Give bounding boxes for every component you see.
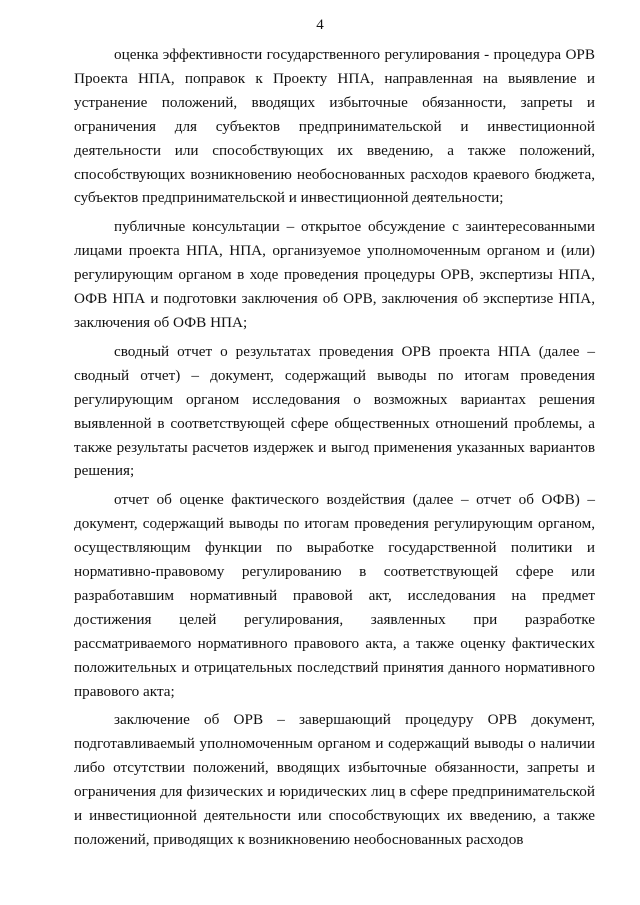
document-body bbox=[74, 43, 595, 852]
paragraph-orv-conclusion: заключение об ОРВ – завершающий процедуру ОРВ документ, подготавливаемый уполномоченным органом и содержащий выводы о наличии либо отсутствии положений, вводящих избыточные обязанности, запреты и ограничения для физических и юридических лиц в сфере предпринимательской и инвестиционной деятельности или способствующих их введению, а также положений, приводящих к возникновению необоснованных расходов bbox=[74, 711, 595, 848]
paragraph-regulation-assessment: оценка эффективности государственного регулирования - процедура ОРВ Проекта НПА, поправок к Проекту НПА, направленная на выявление и устранение положений, вводящих избыточные обязанности, запреты и ограничения для субъектов предпринимательской и инвестиционной деятельности или способствующих их введению, а также положений, способствующих возникновению необоснованных расходов краевого бюджета, субъектов предпринимательской и инвестиционной деятельности; bbox=[74, 46, 595, 207]
paragraph-summary-report: сводный отчет о результатах проведения ОРВ проекта НПА (далее – сводный отчет) – документ, содержащий выводы по итогам проведения регулирующим органом исследования о возможных вариантах решения выявленной в соответствующей сфере общественных отношений проблемы, а также результаты расчетов издержек и выгод применения указанных вариантов решения; bbox=[74, 342, 595, 480]
page-number: 4 bbox=[316, 17, 324, 33]
paragraph-public-consultations: публичные консультации – открытое обсуждение с заинтересованными лицами проекта НПА, НПА, организуемое уполномоченным органом и (или) регулирующим органом в ходе проведения процедуры ОРВ, экспертизы НПА, ОФВ НПА и подготовки заключения об ОРВ, заключения об экспертизе НПА, заключения об ОФВ НПА; bbox=[74, 218, 595, 331]
paragraph-impact-report: отчет об оценке фактического воздействия (далее – отчет об ОФВ) – документ, содержащий выводы по итогам проведения регулирующим органом, осуществляющим функции по выработке государственной политики и нормативно-правовому регулированию в соответствующей сфере или разработавшим нормативный правовой акт, исследования на предмет достижения целей регулирования, заявленных при разработке рассматриваемого нормативного правового акта, а также оценку фактических положительных и отрицательных последствий принятия данного нормативного правового акта; bbox=[74, 491, 595, 700]
